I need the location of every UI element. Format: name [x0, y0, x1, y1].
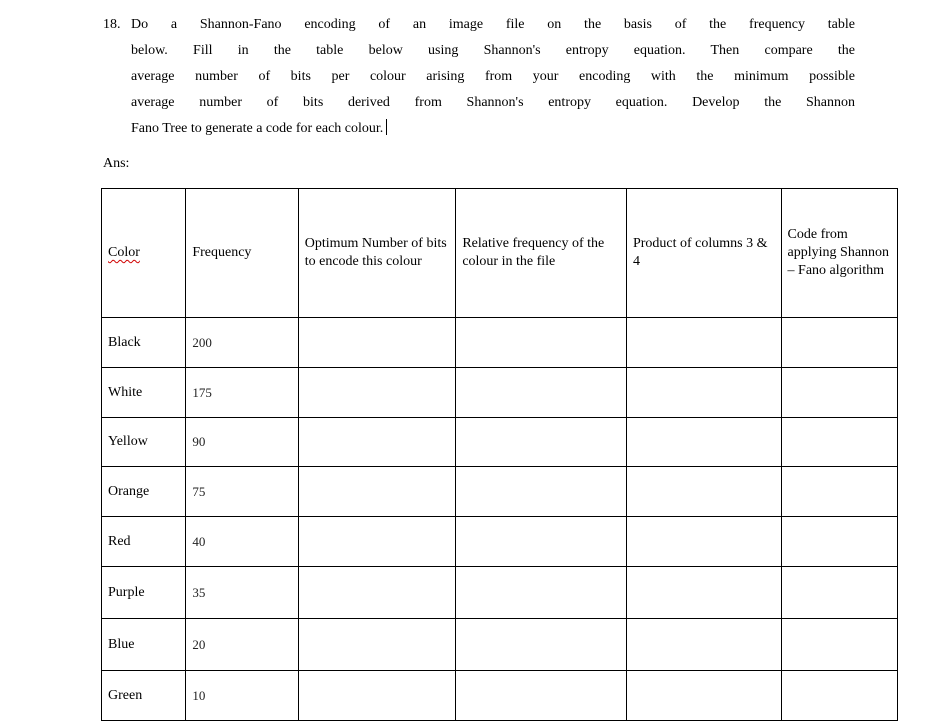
relative-frequency-cell[interactable]	[456, 368, 627, 418]
table-row	[102, 619, 898, 671]
table-row	[102, 418, 898, 467]
relative-frequency-cell[interactable]	[456, 318, 627, 368]
code-cell[interactable]	[781, 368, 897, 418]
optimum-bits-cell[interactable]	[298, 567, 456, 619]
header-code[interactable]: Code from applying Shannon – Fano algorithm	[781, 189, 897, 318]
table-header-row	[102, 189, 898, 318]
relative-frequency-cell[interactable]	[456, 619, 627, 671]
question-last-line[interactable]	[131, 116, 855, 142]
question-line: average number of bits per colour arising from your encoding with the minimum possible	[131, 69, 855, 84]
color-cell[interactable]: Orange	[102, 467, 186, 517]
frequency-cell[interactable]: 40	[186, 517, 298, 567]
frequency-cell[interactable]: 175	[186, 368, 298, 418]
table-row	[102, 671, 898, 721]
question-line: below. Fill in the table below using Shannon's entropy equation. Then compare the	[131, 43, 855, 58]
color-cell[interactable]: Black	[102, 318, 186, 368]
table-row	[102, 467, 898, 517]
relative-frequency-cell[interactable]	[456, 671, 627, 721]
optimum-bits-cell[interactable]	[298, 467, 456, 517]
code-cell[interactable]	[781, 318, 897, 368]
table-row	[102, 567, 898, 619]
header-optimum-bits[interactable]: Optimum Number of bits to encode this colour	[298, 189, 456, 318]
question-number: 18.	[103, 17, 121, 32]
relative-frequency-cell[interactable]	[456, 418, 627, 467]
optimum-bits-cell[interactable]	[298, 368, 456, 418]
code-cell[interactable]	[781, 619, 897, 671]
frequency-cell[interactable]: 75	[186, 467, 298, 517]
table-row	[102, 517, 898, 567]
product-cell[interactable]	[626, 671, 781, 721]
relative-frequency-cell[interactable]	[456, 567, 627, 619]
header-frequency[interactable]: Frequency	[186, 189, 298, 318]
code-cell[interactable]	[781, 517, 897, 567]
product-cell[interactable]	[626, 567, 781, 619]
color-cell[interactable]: Yellow	[102, 418, 186, 467]
product-cell[interactable]	[626, 368, 781, 418]
optimum-bits-cell[interactable]	[298, 318, 456, 368]
optimum-bits-cell[interactable]	[298, 517, 456, 567]
header-relative-frequency[interactable]: Relative frequency of the colour in the file	[456, 189, 627, 318]
question-last-line-text: Fano Tree to generate a code for each colour.	[131, 121, 384, 136]
color-cell[interactable]: Red	[102, 517, 186, 567]
header-color-text: Color	[108, 245, 140, 260]
product-cell[interactable]	[626, 418, 781, 467]
color-cell[interactable]: Purple	[102, 567, 186, 619]
color-cell[interactable]: Green	[102, 671, 186, 721]
product-cell[interactable]	[626, 467, 781, 517]
question-line: Do a Shannon-Fano encoding of an image file on the basis of the frequency table	[131, 17, 855, 32]
product-cell[interactable]	[626, 517, 781, 567]
frequency-cell[interactable]: 10	[186, 671, 298, 721]
frequency-cell[interactable]: 20	[186, 619, 298, 671]
code-cell[interactable]	[781, 418, 897, 467]
header-color[interactable]	[102, 189, 186, 318]
code-cell[interactable]	[781, 467, 897, 517]
table-row	[102, 318, 898, 368]
text-cursor	[386, 119, 387, 135]
relative-frequency-cell[interactable]	[456, 517, 627, 567]
optimum-bits-cell[interactable]	[298, 671, 456, 721]
optimum-bits-cell[interactable]	[298, 418, 456, 467]
table-row	[102, 368, 898, 418]
frequency-cell[interactable]: 200	[186, 318, 298, 368]
question-line: average number of bits derived from Shannon's entropy equation. Develop the Shannon	[131, 95, 855, 110]
product-cell[interactable]	[626, 619, 781, 671]
answer-label: Ans:	[103, 156, 130, 171]
header-product[interactable]: Product of columns 3 & 4	[626, 189, 781, 318]
code-cell[interactable]	[781, 567, 897, 619]
frequency-cell[interactable]: 90	[186, 418, 298, 467]
color-cell[interactable]: White	[102, 368, 186, 418]
frequency-cell[interactable]: 35	[186, 567, 298, 619]
question-body	[131, 12, 855, 142]
optimum-bits-cell[interactable]	[298, 619, 456, 671]
color-cell[interactable]: Blue	[102, 619, 186, 671]
code-cell[interactable]	[781, 671, 897, 721]
relative-frequency-cell[interactable]	[456, 467, 627, 517]
answer-table	[101, 188, 898, 721]
product-cell[interactable]	[626, 318, 781, 368]
